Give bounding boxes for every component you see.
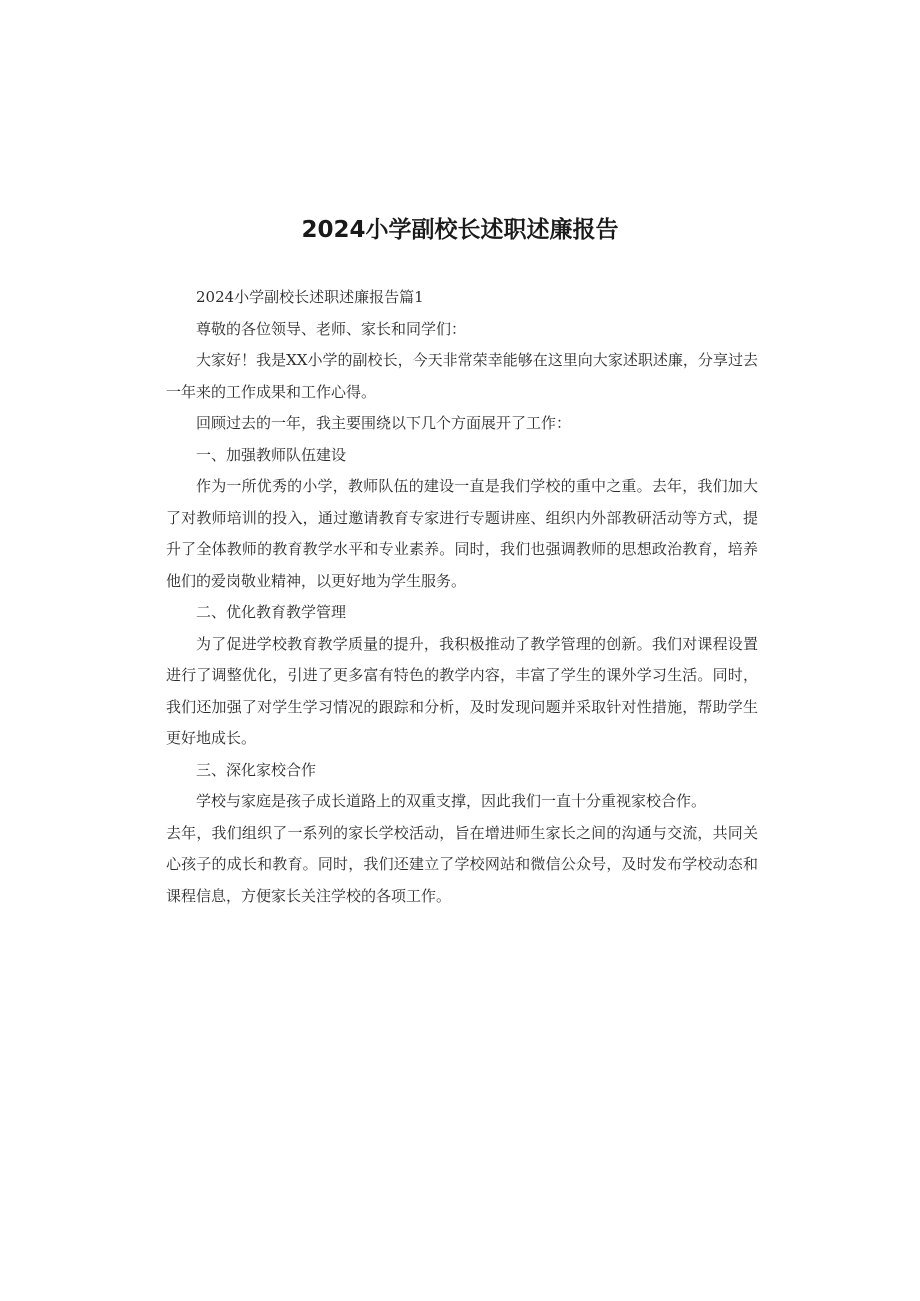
report-subtitle: 2024小学副校长述职述廉报告篇1 — [196, 288, 424, 306]
overview-paragraph: 回顾过去的一年，我主要围绕以下几个方面展开了工作： — [196, 414, 572, 432]
section-1-heading: 一、加强教师队伍建设 — [196, 445, 347, 464]
section-3-heading: 三、深化家校合作 — [196, 760, 317, 779]
section-2-body: 为了促进学校教育教学质量的提升，我积极推动了教学管理的创新。我们对课程设置进行了调整优化，引进了更多富有特色的教学内容，丰富了学生的课外学习生活。同时，我们还加强了对学生学习情况的跟踪和分析，及时发现问题并采取针对性措施，帮助学生更好地成长。 — [166, 634, 758, 747]
section-2-heading: 二、优化教育教学管理 — [196, 603, 347, 621]
document-body — [166, 282, 758, 912]
section-3-body-second: 去年，我们组织了一系列的家长学校活动，旨在增进师生家长之间的沟通与交流，共同关心孩子的成长和教育。同时，我们还建立了学校网站和微信公众号，及时发布学校动态和课程信息，方便家长关注学校的各项工作。 — [166, 823, 758, 905]
salutation: 尊敬的各位领导、老师、家长和同学们： — [196, 319, 467, 338]
document-title: 2024小学副校长述职述廉报告 — [301, 217, 619, 243]
intro-paragraph: 大家好！我是XX小学的副校长，今天非常荣幸能够在这里向大家述职述廉，分享过去一年来的工作成果和工作心得。 — [166, 351, 758, 401]
section-3-body-first: 学校与家庭是孩子成长道路上的双重支撑，因此我们一直十分重视家校合作。 — [196, 792, 707, 810]
section-1-body: 作为一所优秀的小学，教师队伍的建设一直是我们学校的重中之重。去年，我们加大了对教师培训的投入，通过邀请教育专家进行专题讲座、组织内外部教研活动等方式，提升了全体教师的教育教学水平和专业素养。同时，我们也强调教师的思想政治教育，培养他们的爱岗敬业精神，以更好地为学生服务。 — [166, 477, 758, 590]
